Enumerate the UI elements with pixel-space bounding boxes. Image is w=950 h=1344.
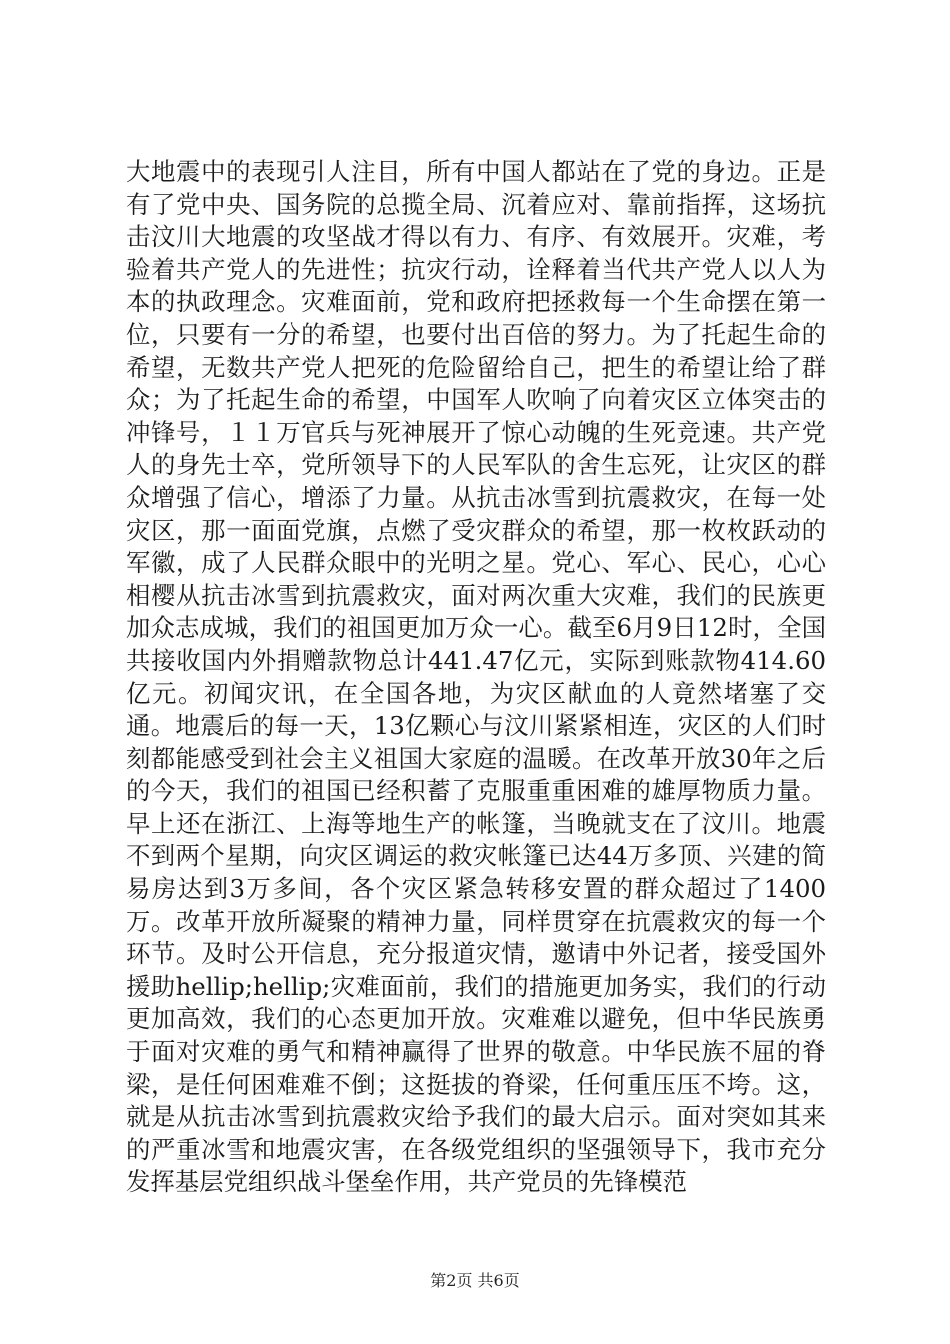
body-paragraph: 大地震中的表现引人注目，所有中国人都站在了党的身边。正是有了党中央、国务院的总揽全局、沉着应对、靠前指挥，这场抗击汶川大地震的攻坚战才得以有力、有序、有效展开。灾难，考验着共产党人的先进性；抗灾行动，诠释着当代共产党人以人为本的执政理念。灾难面前，党和政府把拯救每一个生命摆在第一位，只要有一分的希望，也要付出百倍的努力。为了托起生命的希望，无数共产党人把死的危险留给自己，把生的希望让给了群众；为了托起生命的希望，中国军人吹响了向着灾区立体突击的冲锋号，１１万官兵与死神展开了惊心动魄的生死竞速。共产党人的身先士卒，党所领导下的人民军队的舍生忘死，让灾区的群众增强了信心，增添了力量。从抗击冰雪到抗震救灾，在每一处灾区，那一面面党旗，点燃了受灾群众的希望，那一枚枚跃动的军徽，成了人民群众眼中的光明之星。党心、军心、民心，心心相樱从抗击冰雪到抗震救灾，面对两次重大灾难，我们的民族更加众志成城，我们的祖国更加万众一心。截至6月9日12时，全国共接收国内外捐赠款物总计441.47亿元，实际到账款物414.60亿元。初闻灾讯，在全国各地，为灾区献血的人竟然堵塞了交通。地震后的每一天，13亿颗心与汶川紧紧相连，灾区的人们时刻都能感受到社会主义祖国大家庭的温暖。在改革开放30年之后的今天，我们的祖国已经积蓄了克服重重困难的雄厚物质力量。早上还在浙江、上海等地生产的帐篷，当晚就支在了汶川。地震不到两个星期，向灾区调运的救灾帐篷已达44万多顶、兴建的简易房达到3万多间，各个灾区紧急转移安置的群众超过了1400万。改革开放所凝聚的精神力量，同样贯穿在抗震救灾的每一个环节。及时公开信息，充分报道灾情，邀请中外记者，接受国外援助hellip;hellip;灾难面前，我们的措施更加务实，我们的行动更加高效，我们的心态更加开放。灾难难以避免，但中华民族勇于面对灾难的勇气和精神赢得了世界的敬意。中华民族不屈的脊梁，是任何困难难不倒；这挺拔的脊梁，任何重压压不垮。这，就是从抗击冰雪到抗震救灾给予我们的最大启示。面对突如其来的严重冰雪和地震灾害，在各级党组织的坚强领导下，我市充分发挥基层党组织战斗堡垒作用，共产党员的先锋模范 <box>126 157 826 1197</box>
page-number-footer: 第2页 共6页 <box>430 1271 520 1290</box>
